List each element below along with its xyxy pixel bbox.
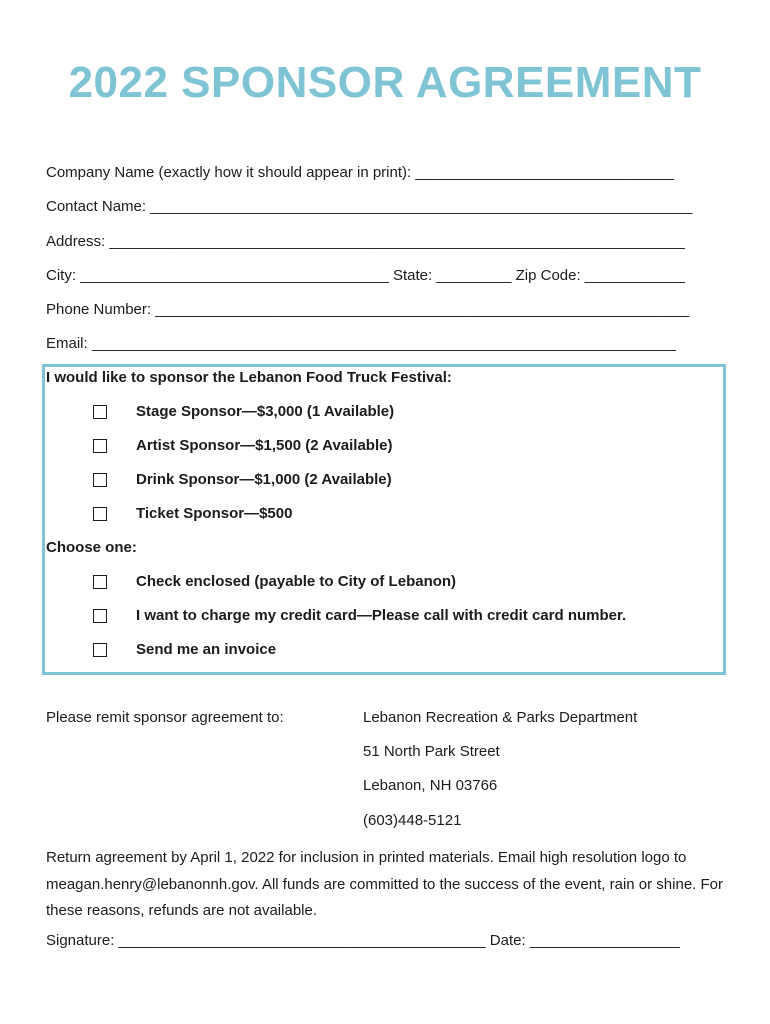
sponsor-option-ticket[interactable] [93,505,292,522]
remit-label: Please remit sponsor agreement to: [46,709,284,726]
phone-number-field[interactable]: Phone Number: ________________________________________________________________ [46,301,690,318]
payment-option-label: I want to charge my credit card—Please call with credit card number. [136,607,627,624]
payment-option-credit-card[interactable] [93,607,626,624]
sponsor-heading: I would like to sponsor the Lebanon Food Truck Festival: [46,369,452,386]
sponsor-option-artist[interactable] [93,437,392,454]
page-title: 2022 SPONSOR AGREEMENT [68,58,702,107]
payment-option-invoice[interactable] [93,641,276,658]
payment-option-label: Send me an invoice [136,641,277,658]
remit-address-line: 51 North Park Street [363,743,500,760]
address-field[interactable]: Address: _____________________________________________________________________ [46,233,685,250]
payment-option-label: Check enclosed (payable to City of Lebanon) [136,573,457,590]
remit-phone: (603)448-5121 [363,812,462,829]
sponsor-option-label: Stage Sponsor—$3,000 (1 Available) [136,403,395,420]
sponsor-option-label: Artist Sponsor—$1,500 (2 Available) [136,437,393,454]
checkbox[interactable] [93,473,107,487]
company-name-field[interactable]: Company Name (exactly how it should appear in print): _______________________________ [46,164,674,181]
remit-address-line: Lebanon Recreation & Parks Department [363,709,638,726]
sponsor-option-label: Drink Sponsor—$1,000 (2 Available) [136,471,392,488]
city-state-zip-field[interactable]: City: _____________________________________ State: _________ Zip Code: ____________ [46,267,685,284]
return-note: Return agreement by April 1, 2022 for inclusion in printed materials. Email high resolution logo to meagan.henry@lebanonnh.gov. All funds are committed to the success of the event, rain or shine. For these reasons, refunds are not available. [46,849,723,919]
checkbox[interactable] [93,575,107,589]
sponsor-option-drink[interactable] [93,471,392,488]
checkbox[interactable] [93,439,107,453]
checkbox[interactable] [93,643,107,657]
checkbox[interactable] [93,507,107,521]
sponsor-option-label: Ticket Sponsor—$500 [136,505,293,522]
sponsor-option-stage[interactable] [93,403,394,420]
checkbox[interactable] [93,405,107,419]
payment-heading: Choose one: [46,539,137,556]
signature-date-field[interactable]: Signature: ____________________________________________ Date: __________________ [46,932,680,949]
remit-address-line: Lebanon, NH 03766 [363,777,498,794]
checkbox[interactable] [93,609,107,623]
payment-option-check[interactable] [93,573,456,590]
contact-name-field[interactable]: Contact Name: _________________________________________________________________ [46,198,693,215]
email-field[interactable]: Email: ______________________________________________________________________ [46,335,676,352]
